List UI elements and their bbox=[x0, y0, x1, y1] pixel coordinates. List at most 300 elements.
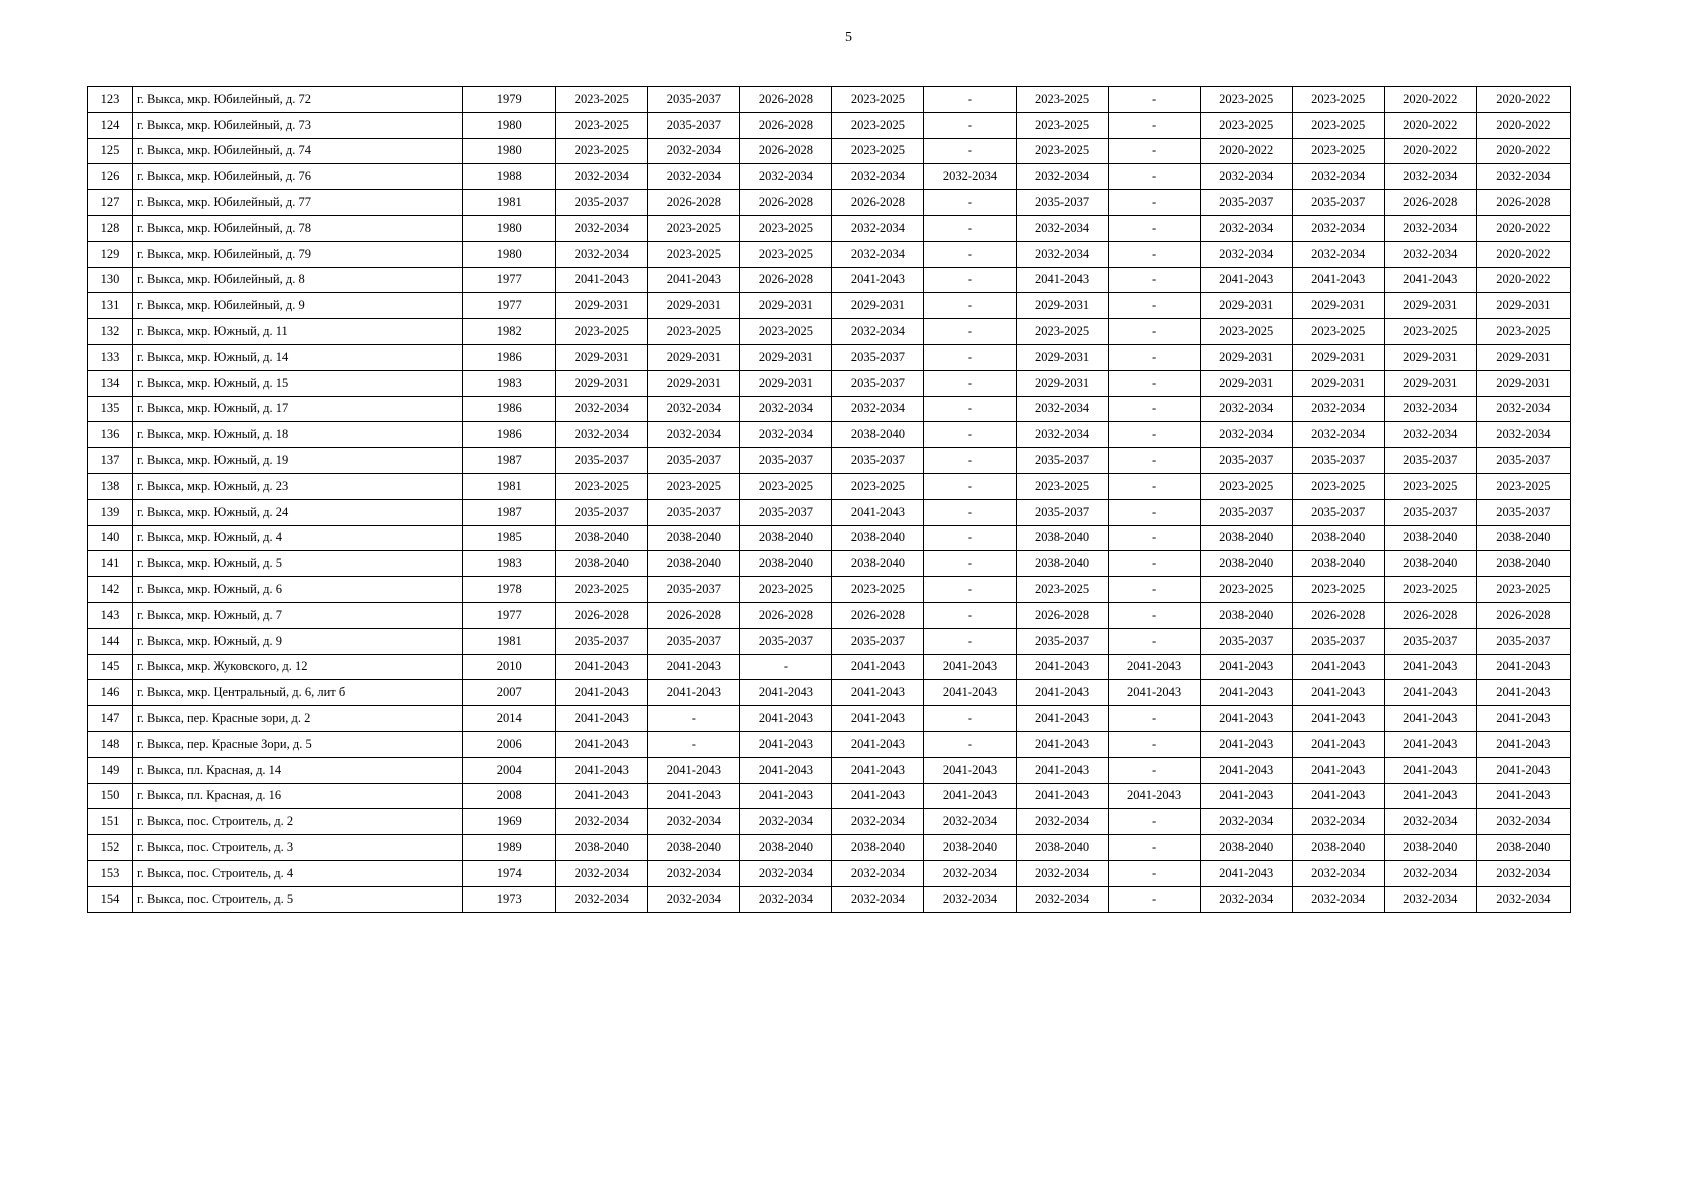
period-cell: 2035-2037 bbox=[832, 370, 924, 396]
period-cell: 2041-2043 bbox=[648, 267, 740, 293]
period-cell: 2035-2037 bbox=[1476, 499, 1570, 525]
year-cell: 1982 bbox=[463, 319, 556, 345]
period-cell: 2032-2034 bbox=[924, 886, 1016, 912]
period-cell: - bbox=[924, 628, 1016, 654]
period-cell: 2032-2034 bbox=[1476, 164, 1570, 190]
year-cell: 1985 bbox=[463, 525, 556, 551]
period-cell: 2032-2034 bbox=[556, 241, 648, 267]
period-cell: - bbox=[1108, 706, 1200, 732]
period-cell: 2029-2031 bbox=[1292, 344, 1384, 370]
period-cell: 2023-2025 bbox=[1200, 87, 1292, 113]
period-cell: 2041-2043 bbox=[1292, 706, 1384, 732]
period-cell: 2023-2025 bbox=[1200, 577, 1292, 603]
address-cell: г. Выкса, мкр. Южный, д. 11 bbox=[133, 319, 463, 345]
period-cell: 2041-2043 bbox=[924, 783, 1016, 809]
period-cell: - bbox=[648, 706, 740, 732]
period-cell: 2038-2040 bbox=[1384, 525, 1476, 551]
year-cell: 2004 bbox=[463, 757, 556, 783]
period-cell: 2041-2043 bbox=[1016, 757, 1108, 783]
period-cell: - bbox=[1108, 293, 1200, 319]
period-cell: 2041-2043 bbox=[832, 731, 924, 757]
row-number-cell: 143 bbox=[88, 602, 133, 628]
row-number-cell: 129 bbox=[88, 241, 133, 267]
period-cell: 2023-2025 bbox=[556, 319, 648, 345]
period-cell: 2023-2025 bbox=[1016, 87, 1108, 113]
address-cell: г. Выкса, мкр. Южный, д. 4 bbox=[133, 525, 463, 551]
period-cell: 2035-2037 bbox=[832, 448, 924, 474]
period-cell: 2041-2043 bbox=[556, 654, 648, 680]
period-cell: 2029-2031 bbox=[648, 370, 740, 396]
row-number-cell: 152 bbox=[88, 835, 133, 861]
period-cell: 2029-2031 bbox=[648, 344, 740, 370]
year-cell: 1986 bbox=[463, 396, 556, 422]
period-cell: 2023-2025 bbox=[556, 473, 648, 499]
period-cell: 2041-2043 bbox=[1476, 680, 1570, 706]
address-cell: г. Выкса, пл. Красная, д. 16 bbox=[133, 783, 463, 809]
period-cell: 2032-2034 bbox=[556, 396, 648, 422]
address-cell: г. Выкса, мкр. Юбилейный, д. 76 bbox=[133, 164, 463, 190]
period-cell: 2023-2025 bbox=[832, 473, 924, 499]
period-cell: 2029-2031 bbox=[740, 344, 832, 370]
row-number-cell: 131 bbox=[88, 293, 133, 319]
period-cell: 2038-2040 bbox=[1200, 551, 1292, 577]
year-cell: 1987 bbox=[463, 448, 556, 474]
period-cell: 2041-2043 bbox=[1108, 654, 1200, 680]
period-cell: - bbox=[924, 370, 1016, 396]
row-number-cell: 140 bbox=[88, 525, 133, 551]
period-cell: 2026-2028 bbox=[1476, 190, 1570, 216]
address-cell: г. Выкса, мкр. Юбилейный, д. 78 bbox=[133, 215, 463, 241]
year-cell: 1977 bbox=[463, 602, 556, 628]
period-cell: 2032-2034 bbox=[1476, 809, 1570, 835]
row-number-cell: 145 bbox=[88, 654, 133, 680]
period-cell: 2041-2043 bbox=[1292, 267, 1384, 293]
period-cell: 2035-2037 bbox=[1016, 628, 1108, 654]
period-cell: - bbox=[924, 422, 1016, 448]
period-cell: 2032-2034 bbox=[556, 215, 648, 241]
period-cell: 2035-2037 bbox=[1016, 190, 1108, 216]
year-cell: 1980 bbox=[463, 112, 556, 138]
period-cell: 2023-2025 bbox=[832, 87, 924, 113]
period-cell: 2023-2025 bbox=[1476, 319, 1570, 345]
period-cell: 2035-2037 bbox=[1292, 190, 1384, 216]
year-cell: 2006 bbox=[463, 731, 556, 757]
period-cell: 2023-2025 bbox=[740, 473, 832, 499]
period-cell: 2032-2034 bbox=[924, 164, 1016, 190]
period-cell: 2041-2043 bbox=[1200, 680, 1292, 706]
period-cell: 2035-2037 bbox=[1384, 448, 1476, 474]
period-cell: 2038-2040 bbox=[1292, 835, 1384, 861]
period-cell: 2029-2031 bbox=[1016, 293, 1108, 319]
period-cell: 2041-2043 bbox=[1476, 731, 1570, 757]
period-cell: 2035-2037 bbox=[648, 628, 740, 654]
period-cell: - bbox=[1108, 860, 1200, 886]
period-cell: 2038-2040 bbox=[1016, 525, 1108, 551]
table-row bbox=[88, 577, 1571, 603]
period-cell: 2032-2034 bbox=[1384, 886, 1476, 912]
year-cell: 1977 bbox=[463, 267, 556, 293]
period-cell: - bbox=[1108, 87, 1200, 113]
period-cell: 2032-2034 bbox=[648, 138, 740, 164]
row-number-cell: 144 bbox=[88, 628, 133, 654]
period-cell: 2038-2040 bbox=[832, 422, 924, 448]
row-number-cell: 141 bbox=[88, 551, 133, 577]
period-cell: 2032-2034 bbox=[924, 860, 1016, 886]
period-cell: 2032-2034 bbox=[740, 886, 832, 912]
address-cell: г. Выкса, пос. Строитель, д. 3 bbox=[133, 835, 463, 861]
row-number-cell: 132 bbox=[88, 319, 133, 345]
period-cell: 2035-2037 bbox=[740, 628, 832, 654]
table-row bbox=[88, 680, 1571, 706]
period-cell: - bbox=[1108, 396, 1200, 422]
year-cell: 1973 bbox=[463, 886, 556, 912]
period-cell: 2032-2034 bbox=[1016, 396, 1108, 422]
period-cell: 2041-2043 bbox=[1108, 680, 1200, 706]
period-cell: 2035-2037 bbox=[832, 344, 924, 370]
period-cell: 2035-2037 bbox=[1200, 448, 1292, 474]
period-cell: 2038-2040 bbox=[1476, 551, 1570, 577]
period-cell: - bbox=[1108, 628, 1200, 654]
period-cell: 2041-2043 bbox=[832, 783, 924, 809]
period-cell: 2023-2025 bbox=[740, 241, 832, 267]
period-cell: - bbox=[924, 396, 1016, 422]
period-cell: - bbox=[1108, 215, 1200, 241]
period-cell: 2023-2025 bbox=[648, 241, 740, 267]
period-cell: 2023-2025 bbox=[1476, 473, 1570, 499]
period-cell: 2023-2025 bbox=[556, 112, 648, 138]
period-cell: 2041-2043 bbox=[1292, 654, 1384, 680]
period-cell: 2023-2025 bbox=[740, 577, 832, 603]
period-cell: - bbox=[1108, 551, 1200, 577]
table-row bbox=[88, 138, 1571, 164]
period-cell: 2026-2028 bbox=[1292, 602, 1384, 628]
period-cell: 2035-2037 bbox=[556, 448, 648, 474]
period-cell: 2026-2028 bbox=[1016, 602, 1108, 628]
year-cell: 1974 bbox=[463, 860, 556, 886]
period-cell: 2035-2037 bbox=[556, 499, 648, 525]
period-cell: 2029-2031 bbox=[1384, 293, 1476, 319]
period-cell: - bbox=[924, 241, 1016, 267]
period-cell: 2038-2040 bbox=[1200, 525, 1292, 551]
row-number-cell: 149 bbox=[88, 757, 133, 783]
year-cell: 1987 bbox=[463, 499, 556, 525]
period-cell: 2026-2028 bbox=[832, 190, 924, 216]
period-cell: 2032-2034 bbox=[832, 319, 924, 345]
period-cell: 2038-2040 bbox=[1200, 835, 1292, 861]
row-number-cell: 134 bbox=[88, 370, 133, 396]
period-cell: - bbox=[1108, 525, 1200, 551]
period-cell: 2041-2043 bbox=[1384, 680, 1476, 706]
year-cell: 1978 bbox=[463, 577, 556, 603]
period-cell: 2032-2034 bbox=[1292, 215, 1384, 241]
period-cell: 2023-2025 bbox=[1200, 319, 1292, 345]
period-cell: 2032-2034 bbox=[1016, 241, 1108, 267]
period-cell: 2035-2037 bbox=[648, 112, 740, 138]
row-number-cell: 137 bbox=[88, 448, 133, 474]
period-cell: 2038-2040 bbox=[556, 551, 648, 577]
period-cell: - bbox=[924, 499, 1016, 525]
address-cell: г. Выкса, мкр. Юбилейный, д. 72 bbox=[133, 87, 463, 113]
period-cell: 2026-2028 bbox=[648, 190, 740, 216]
period-cell: 2032-2034 bbox=[1016, 422, 1108, 448]
table-row bbox=[88, 809, 1571, 835]
period-cell: 2026-2028 bbox=[832, 602, 924, 628]
year-cell: 1988 bbox=[463, 164, 556, 190]
period-cell: 2041-2043 bbox=[556, 267, 648, 293]
period-cell: 2032-2034 bbox=[1292, 860, 1384, 886]
period-cell: 2029-2031 bbox=[740, 370, 832, 396]
period-cell: 2023-2025 bbox=[1200, 473, 1292, 499]
table-row bbox=[88, 422, 1571, 448]
period-cell: 2041-2043 bbox=[1016, 706, 1108, 732]
period-cell: 2041-2043 bbox=[556, 680, 648, 706]
address-cell: г. Выкса, пер. Красные зори, д. 2 bbox=[133, 706, 463, 732]
period-cell: 2041-2043 bbox=[1292, 680, 1384, 706]
period-cell: 2041-2043 bbox=[1016, 654, 1108, 680]
row-number-cell: 135 bbox=[88, 396, 133, 422]
period-cell: 2035-2037 bbox=[740, 499, 832, 525]
period-cell: 2029-2031 bbox=[556, 370, 648, 396]
row-number-cell: 126 bbox=[88, 164, 133, 190]
table-row bbox=[88, 215, 1571, 241]
period-cell: 2041-2043 bbox=[1384, 267, 1476, 293]
period-cell: - bbox=[1108, 809, 1200, 835]
period-cell: 2032-2034 bbox=[1384, 422, 1476, 448]
address-cell: г. Выкса, пл. Красная, д. 14 bbox=[133, 757, 463, 783]
period-cell: - bbox=[1108, 164, 1200, 190]
address-cell: г. Выкса, пос. Строитель, д. 4 bbox=[133, 860, 463, 886]
period-cell: 2020-2022 bbox=[1476, 267, 1570, 293]
year-cell: 1980 bbox=[463, 138, 556, 164]
period-cell: 2026-2028 bbox=[1476, 602, 1570, 628]
row-number-cell: 123 bbox=[88, 87, 133, 113]
period-cell: 2029-2031 bbox=[1292, 370, 1384, 396]
address-cell: г. Выкса, мкр. Центральный, д. 6, лит б bbox=[133, 680, 463, 706]
year-cell: 1977 bbox=[463, 293, 556, 319]
row-number-cell: 127 bbox=[88, 190, 133, 216]
table-body bbox=[88, 87, 1571, 913]
period-cell: 2032-2034 bbox=[832, 164, 924, 190]
period-cell: 2032-2034 bbox=[1200, 241, 1292, 267]
period-cell: 2023-2025 bbox=[1016, 138, 1108, 164]
period-cell: 2041-2043 bbox=[1476, 757, 1570, 783]
table-row bbox=[88, 112, 1571, 138]
period-cell: 2041-2043 bbox=[740, 783, 832, 809]
period-cell: 2023-2025 bbox=[1384, 473, 1476, 499]
address-cell: г. Выкса, мкр. Южный, д. 24 bbox=[133, 499, 463, 525]
period-cell: - bbox=[1108, 602, 1200, 628]
period-cell: 2032-2034 bbox=[1292, 241, 1384, 267]
period-cell: 2020-2022 bbox=[1476, 87, 1570, 113]
period-cell: 2023-2025 bbox=[1200, 112, 1292, 138]
period-cell: 2041-2043 bbox=[1384, 654, 1476, 680]
period-cell: 2035-2037 bbox=[1200, 190, 1292, 216]
period-cell: 2029-2031 bbox=[1016, 370, 1108, 396]
schedule-table bbox=[87, 86, 1571, 913]
table-row bbox=[88, 731, 1571, 757]
year-cell: 1986 bbox=[463, 422, 556, 448]
period-cell: 2038-2040 bbox=[1384, 551, 1476, 577]
period-cell: - bbox=[924, 473, 1016, 499]
period-cell: - bbox=[1108, 757, 1200, 783]
year-cell: 1980 bbox=[463, 241, 556, 267]
table-row bbox=[88, 886, 1571, 912]
period-cell: 2032-2034 bbox=[832, 396, 924, 422]
period-cell: 2023-2025 bbox=[1016, 473, 1108, 499]
period-cell: 2029-2031 bbox=[1200, 370, 1292, 396]
year-cell: 1979 bbox=[463, 87, 556, 113]
period-cell: 2023-2025 bbox=[1016, 112, 1108, 138]
row-number-cell: 146 bbox=[88, 680, 133, 706]
period-cell: 2041-2043 bbox=[556, 731, 648, 757]
period-cell: 2035-2037 bbox=[648, 448, 740, 474]
period-cell: 2041-2043 bbox=[1292, 783, 1384, 809]
period-cell: 2035-2037 bbox=[1016, 499, 1108, 525]
period-cell: 2038-2040 bbox=[740, 551, 832, 577]
table-row bbox=[88, 293, 1571, 319]
period-cell: 2038-2040 bbox=[740, 525, 832, 551]
period-cell: 2032-2034 bbox=[1292, 886, 1384, 912]
period-cell: 2032-2034 bbox=[924, 809, 1016, 835]
period-cell: 2041-2043 bbox=[832, 706, 924, 732]
period-cell: 2041-2043 bbox=[740, 680, 832, 706]
period-cell: 2041-2043 bbox=[648, 654, 740, 680]
period-cell: - bbox=[1108, 370, 1200, 396]
period-cell: 2032-2034 bbox=[1200, 215, 1292, 241]
period-cell: 2035-2037 bbox=[648, 499, 740, 525]
period-cell: 2038-2040 bbox=[1292, 551, 1384, 577]
period-cell: 2029-2031 bbox=[1476, 344, 1570, 370]
period-cell: - bbox=[1108, 241, 1200, 267]
period-cell: 2032-2034 bbox=[648, 860, 740, 886]
table-row bbox=[88, 860, 1571, 886]
period-cell: 2029-2031 bbox=[1384, 344, 1476, 370]
period-cell: 2029-2031 bbox=[1016, 344, 1108, 370]
period-cell: 2023-2025 bbox=[1292, 319, 1384, 345]
period-cell: - bbox=[924, 190, 1016, 216]
period-cell: 2041-2043 bbox=[556, 783, 648, 809]
address-cell: г. Выкса, мкр. Южный, д. 6 bbox=[133, 577, 463, 603]
period-cell: 2032-2034 bbox=[1384, 860, 1476, 886]
period-cell: 2038-2040 bbox=[648, 525, 740, 551]
year-cell: 1983 bbox=[463, 370, 556, 396]
period-cell: 2032-2034 bbox=[1384, 396, 1476, 422]
period-cell: 2032-2034 bbox=[1200, 422, 1292, 448]
period-cell: 2041-2043 bbox=[1016, 783, 1108, 809]
page-number: 5 bbox=[845, 30, 852, 45]
period-cell: 2041-2043 bbox=[648, 680, 740, 706]
period-cell: 2023-2025 bbox=[1016, 577, 1108, 603]
period-cell: - bbox=[924, 344, 1016, 370]
period-cell: 2032-2034 bbox=[740, 396, 832, 422]
address-cell: г. Выкса, пос. Строитель, д. 2 bbox=[133, 809, 463, 835]
period-cell: 2032-2034 bbox=[648, 809, 740, 835]
period-cell: 2023-2025 bbox=[1476, 577, 1570, 603]
period-cell: - bbox=[924, 112, 1016, 138]
period-cell: 2032-2034 bbox=[1476, 396, 1570, 422]
period-cell: 2041-2043 bbox=[648, 757, 740, 783]
period-cell: 2029-2031 bbox=[1200, 344, 1292, 370]
period-cell: 2041-2043 bbox=[1292, 731, 1384, 757]
row-number-cell: 142 bbox=[88, 577, 133, 603]
period-cell: 2032-2034 bbox=[556, 422, 648, 448]
period-cell: 2041-2043 bbox=[648, 783, 740, 809]
period-cell: 2032-2034 bbox=[556, 860, 648, 886]
period-cell: 2029-2031 bbox=[740, 293, 832, 319]
year-cell: 2008 bbox=[463, 783, 556, 809]
period-cell: 2041-2043 bbox=[832, 757, 924, 783]
period-cell: 2041-2043 bbox=[1016, 680, 1108, 706]
period-cell: - bbox=[924, 706, 1016, 732]
row-number-cell: 128 bbox=[88, 215, 133, 241]
period-cell: 2023-2025 bbox=[1292, 473, 1384, 499]
period-cell: 2035-2037 bbox=[648, 577, 740, 603]
period-cell: 2032-2034 bbox=[1200, 396, 1292, 422]
address-cell: г. Выкса, мкр. Южный, д. 5 bbox=[133, 551, 463, 577]
period-cell: 2032-2034 bbox=[1200, 886, 1292, 912]
period-cell: 2038-2040 bbox=[648, 551, 740, 577]
period-cell: 2038-2040 bbox=[832, 835, 924, 861]
period-cell: 2023-2025 bbox=[1292, 138, 1384, 164]
period-cell: 2041-2043 bbox=[1476, 654, 1570, 680]
period-cell: - bbox=[924, 448, 1016, 474]
table-row bbox=[88, 783, 1571, 809]
period-cell: 2035-2037 bbox=[1476, 628, 1570, 654]
table-row bbox=[88, 267, 1571, 293]
period-cell: - bbox=[1108, 448, 1200, 474]
period-cell: 2041-2043 bbox=[556, 706, 648, 732]
period-cell: 2038-2040 bbox=[1016, 551, 1108, 577]
period-cell: 2032-2034 bbox=[1384, 215, 1476, 241]
address-cell: г. Выкса, мкр. Юбилейный, д. 8 bbox=[133, 267, 463, 293]
period-cell: 2032-2034 bbox=[832, 241, 924, 267]
period-cell: 2032-2034 bbox=[1384, 241, 1476, 267]
period-cell: 2023-2025 bbox=[832, 112, 924, 138]
period-cell: 2020-2022 bbox=[1384, 87, 1476, 113]
period-cell: 2029-2031 bbox=[556, 344, 648, 370]
period-cell: 2038-2040 bbox=[832, 551, 924, 577]
period-cell: 2041-2043 bbox=[1292, 757, 1384, 783]
period-cell: 2032-2034 bbox=[648, 422, 740, 448]
period-cell: 2041-2043 bbox=[1476, 783, 1570, 809]
year-cell: 1981 bbox=[463, 628, 556, 654]
address-cell: г. Выкса, мкр. Южный, д. 18 bbox=[133, 422, 463, 448]
period-cell: 2038-2040 bbox=[1200, 602, 1292, 628]
table-row bbox=[88, 241, 1571, 267]
period-cell: - bbox=[924, 577, 1016, 603]
period-cell: - bbox=[924, 138, 1016, 164]
period-cell: 2041-2043 bbox=[832, 499, 924, 525]
period-cell: 2032-2034 bbox=[832, 886, 924, 912]
period-cell: - bbox=[1108, 473, 1200, 499]
period-cell: 2023-2025 bbox=[740, 319, 832, 345]
period-cell: 2035-2037 bbox=[1384, 628, 1476, 654]
address-cell: г. Выкса, мкр. Южный, д. 17 bbox=[133, 396, 463, 422]
row-number-cell: 130 bbox=[88, 267, 133, 293]
address-cell: г. Выкса, мкр. Юбилейный, д. 79 bbox=[133, 241, 463, 267]
period-cell: 2041-2043 bbox=[832, 267, 924, 293]
row-number-cell: 124 bbox=[88, 112, 133, 138]
period-cell: - bbox=[924, 293, 1016, 319]
period-cell: 2041-2043 bbox=[740, 731, 832, 757]
period-cell: 2032-2034 bbox=[556, 164, 648, 190]
period-cell: 2035-2037 bbox=[1384, 499, 1476, 525]
period-cell: 2041-2043 bbox=[924, 654, 1016, 680]
address-cell: г. Выкса, мкр. Юбилейный, д. 77 bbox=[133, 190, 463, 216]
period-cell: 2023-2025 bbox=[648, 473, 740, 499]
period-cell: 2023-2025 bbox=[1292, 87, 1384, 113]
period-cell: 2032-2034 bbox=[648, 886, 740, 912]
